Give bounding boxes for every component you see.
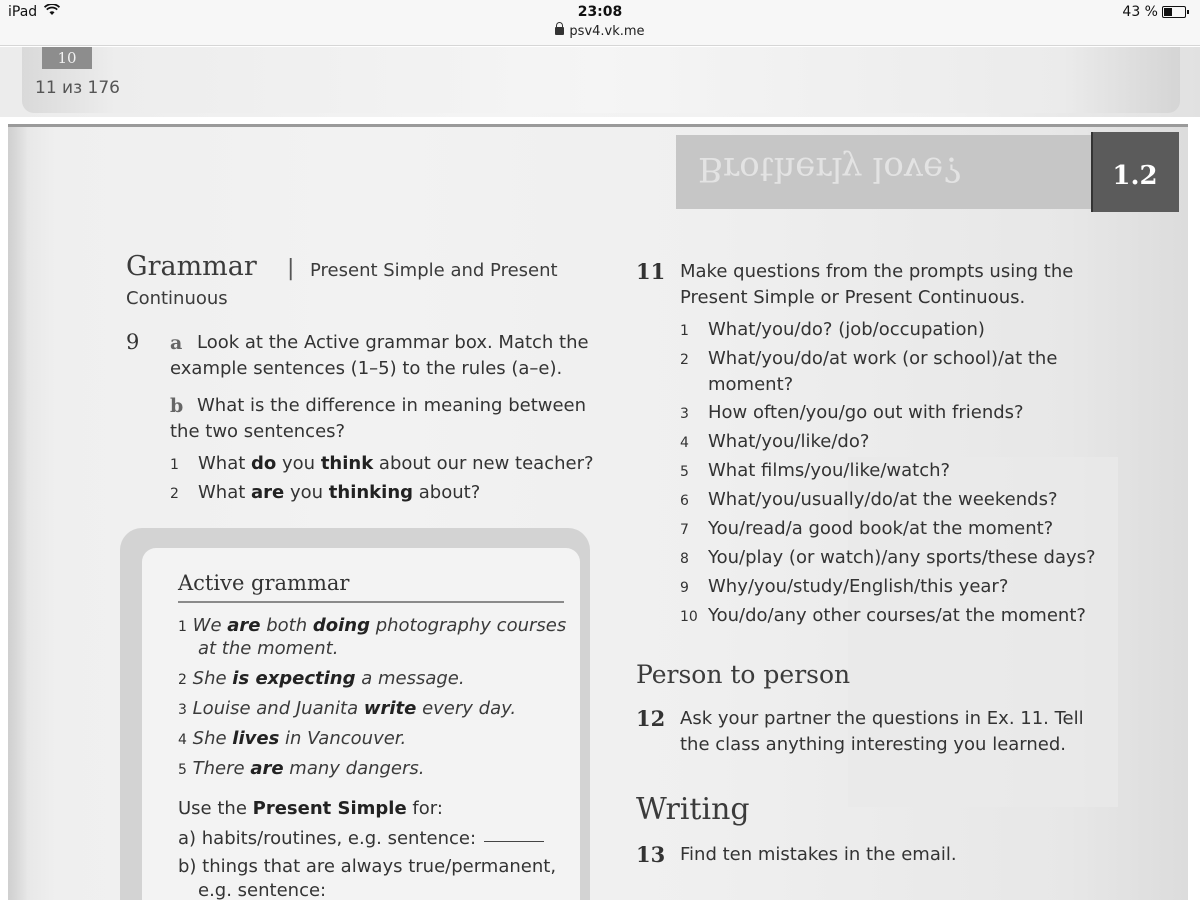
ex11-line1: Make questions from the prompts using the: [680, 261, 1074, 282]
ex11-item-num: 3: [680, 406, 689, 422]
ex13-number: 13: [636, 842, 666, 867]
ag-use-heading: Use the Present Simple for:: [178, 798, 443, 819]
ex11-item-1: What/you/do? (job/occupation): [708, 319, 985, 340]
ex9-item-2: What are you thinking about?: [198, 482, 481, 503]
grammar-subtitle-2: Continuous: [126, 288, 228, 309]
clock: 23:08: [577, 4, 623, 20]
ex11-item-6: What/you/usually/do/at the weekends?: [708, 489, 1058, 510]
ex11-item-5: What films/you/like/watch?: [708, 460, 951, 481]
ex11-item-2: What/you/do/at work (or school)/at the: [708, 348, 1058, 369]
ag-item-5: 5 There are many dangers.: [178, 758, 425, 779]
ex11-item-8: You/play (or watch)/any sports/these days?: [708, 547, 1096, 568]
ex11-item-num: 1: [680, 323, 689, 339]
page-shadow: [8, 127, 28, 900]
ex11-item-4: What/you/like/do?: [708, 431, 870, 452]
ex11-item-3: How often/you/go out with friends?: [708, 402, 1024, 423]
ex11-line2: Present Simple or Present Continuous.: [680, 287, 1026, 308]
ex12-line1: Ask your partner the questions in Ex. 11. Tell: [680, 708, 1084, 729]
ex9-item-num: 1: [170, 457, 179, 473]
ex9-number: 9: [126, 330, 140, 354]
ex11-item-num: 4: [680, 435, 689, 451]
banner-title-mirrored: Brotherly love?: [698, 149, 962, 189]
ex13-line1: Find ten mistakes in the email.: [680, 844, 957, 865]
ex11-item-9: Why/you/study/English/this year?: [708, 576, 1009, 597]
ag-item-1-line2: at the moment.: [198, 638, 339, 659]
ex9-item-1: What do you think about our new teacher?: [198, 453, 594, 474]
status-bar: [0, 0, 1200, 46]
ex11-item-num: 7: [680, 522, 689, 538]
ex9-b-line2: the two sentences?: [170, 421, 346, 442]
ag-rule-b-line2: e.g. sentence:: [198, 880, 327, 900]
ex12-line2: the class anything interesting you learned.: [680, 734, 1067, 755]
page-tab: 10: [42, 47, 92, 69]
ex11-item-7: You/read/a good book/at the moment?: [708, 518, 1054, 539]
ex9-item-num: 2: [170, 486, 179, 502]
battery-icon: [1162, 6, 1186, 18]
ex11-item-num: 8: [680, 551, 689, 567]
ag-rule-a: a) habits/routines, e.g. sentence:: [178, 828, 544, 849]
grammar-divider: |: [287, 256, 295, 281]
ag-item-1: 1 We are both doing photography courses: [178, 615, 567, 636]
ex9-a-line1: Look at the Active grammar box. Match the: [197, 332, 589, 353]
person-to-person-title: Person to person: [636, 660, 851, 689]
ex11-item-2-line2: moment?: [708, 374, 794, 395]
page-counter: 11 из 176: [35, 78, 120, 98]
ex11-number: 11: [636, 259, 666, 284]
url-text: psv4.vk.me: [569, 24, 645, 39]
ex11-item-num: 9: [680, 580, 689, 596]
lock-icon: [555, 27, 564, 35]
ex9-a-letter: a: [170, 332, 183, 354]
ex12-number: 12: [636, 706, 666, 731]
ag-item-3: 3 Louise and Juanita write every day.: [178, 698, 517, 719]
ex9-b-line1: What is the difference in meaning between: [197, 395, 587, 416]
ex9-a-line2: example sentences (1–5) to the rules (a–e).: [170, 358, 563, 379]
ex9-b-letter: b: [170, 395, 184, 417]
battery-percent: 43 %: [1122, 4, 1158, 20]
ex11-item-num: 5: [680, 464, 689, 480]
ex11-item-num: 2: [680, 352, 689, 368]
battery-fill: [1164, 8, 1172, 16]
grammar-subtitle-1: Present Simple and Present: [310, 260, 558, 281]
writing-title: Writing: [636, 792, 750, 827]
answer-blank[interactable]: [484, 841, 544, 842]
ag-item-4: 4 She lives in Vancouver.: [178, 728, 407, 749]
ag-item-2: 2 She is expecting a message.: [178, 668, 465, 689]
ex11-item-num: 10: [680, 609, 698, 625]
url-bar[interactable]: [0, 24, 1200, 39]
ex11-item-num: 6: [680, 493, 689, 509]
ag-rule-b-line1: b) things that are always true/permanent,: [178, 856, 557, 877]
unit-number: 1.2: [1112, 161, 1158, 191]
active-grammar-rule: [178, 601, 564, 603]
ex11-item-10: You/do/any other courses/at the moment?: [708, 605, 1086, 626]
previous-page-edge[interactable]: [22, 47, 1180, 113]
grammar-title: Grammar: [126, 251, 257, 282]
active-grammar-title: Active grammar: [178, 571, 350, 595]
device-name: iPad: [8, 4, 38, 20]
